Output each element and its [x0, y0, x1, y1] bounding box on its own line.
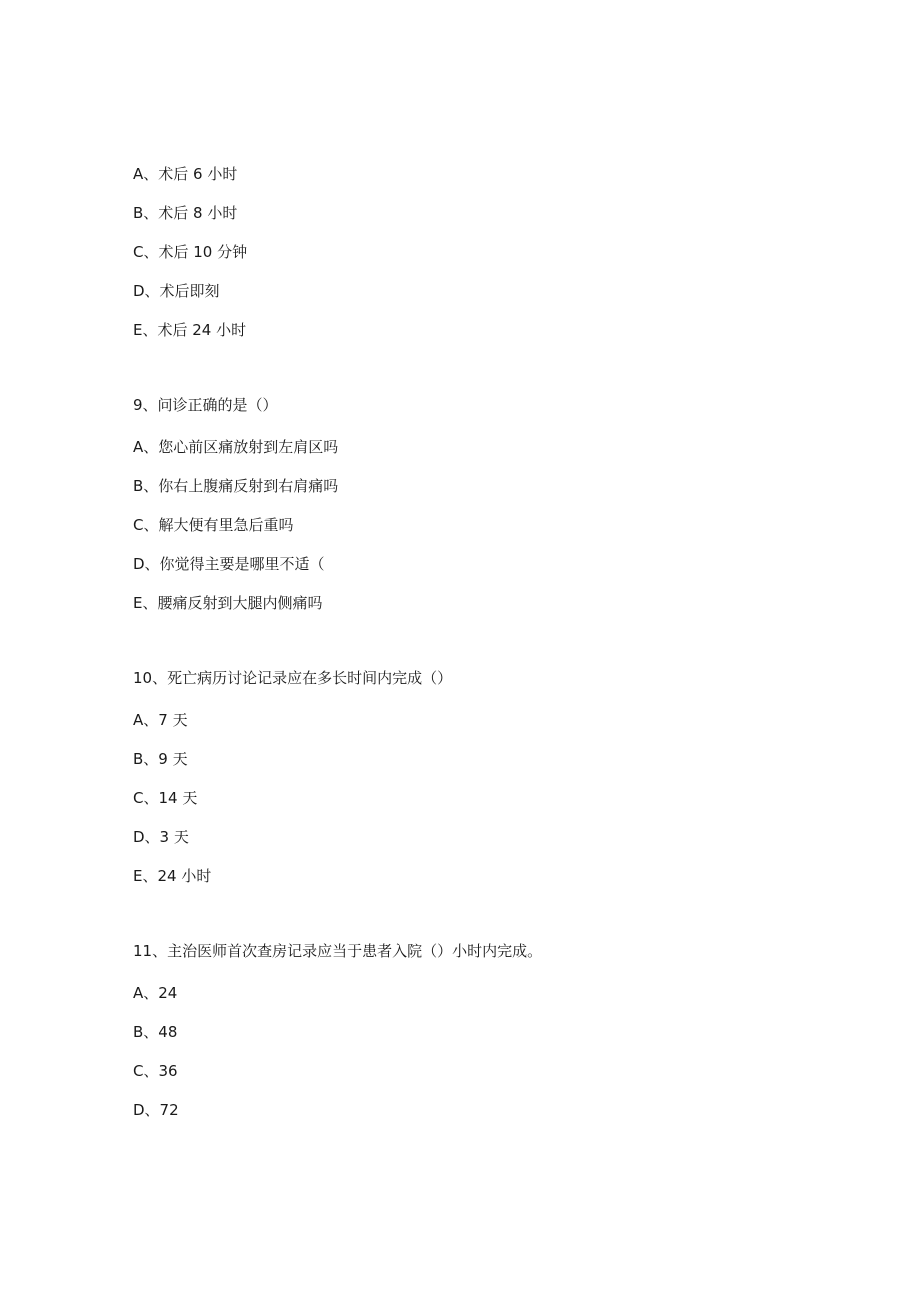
option-d: D、你觉得主要是哪里不适（: [133, 555, 325, 573]
option-b: B、48: [133, 1023, 178, 1041]
question-9-stem: 9、问诊正确的是（）: [133, 396, 278, 414]
option-d: D、术后即刻: [133, 282, 220, 300]
option-b: B、术后 8 小时: [133, 204, 238, 222]
option-e: E、术后 24 小时: [133, 321, 247, 339]
option-e: E、24 小时: [133, 867, 212, 885]
option-b: B、你右上腹痛反射到右肩痛吗: [133, 477, 339, 495]
option-e: E、腰痛反射到大腿内侧痛吗: [133, 594, 323, 612]
option-c: C、术后 10 分钟: [133, 243, 248, 261]
option-a: A、您心前区痛放射到左肩区吗: [133, 438, 339, 456]
option-b: B、9 天: [133, 750, 188, 768]
option-d: D、72: [133, 1101, 179, 1119]
option-a: A、术后 6 小时: [133, 165, 238, 183]
option-d: D、3 天: [133, 828, 189, 846]
question-11-stem: 11、主治医师首次查房记录应当于患者入院（）小时内完成。: [133, 942, 543, 960]
option-a: A、7 天: [133, 711, 188, 729]
option-a: A、24: [133, 984, 178, 1002]
option-c: C、14 天: [133, 789, 198, 807]
option-c: C、解大便有里急后重吗: [133, 516, 294, 534]
option-c: C、36: [133, 1062, 178, 1080]
question-10-stem: 10、死亡病历讨论记录应在多长时间内完成（）: [133, 669, 453, 687]
